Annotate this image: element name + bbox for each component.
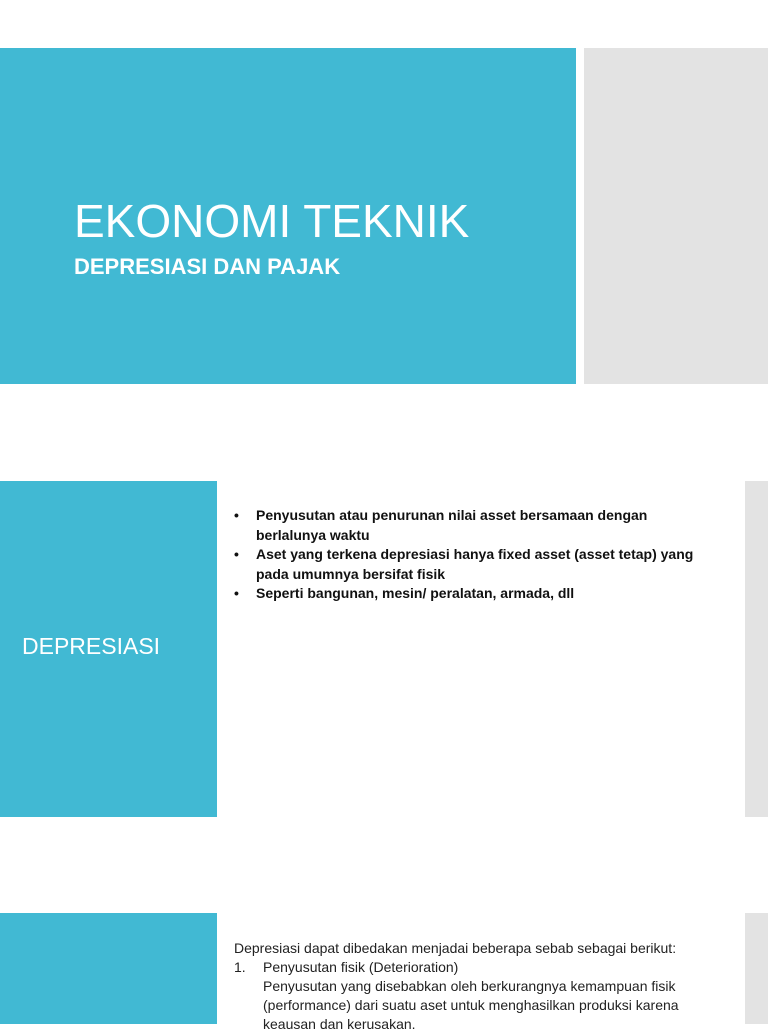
list-item	[234, 506, 720, 545]
slide-title: EKONOMI TEKNIK	[74, 195, 470, 247]
list-item	[234, 545, 720, 584]
item-number: 1.	[234, 959, 246, 975]
item-body: Penyusutan yang disebabkan oleh berkurangnya kemampuan fisik (performance) dari suatu aset untuk menghasilkan produksi karena keausan dan kerusakan.	[263, 978, 679, 1032]
slide2-side-panel	[745, 481, 768, 817]
title-slide-side-panel	[584, 48, 768, 384]
bullet-icon: •	[234, 546, 239, 562]
intro-text: Depresiasi dapat dibedakan menjadai beberapa sebab sebagai berikut:	[234, 940, 677, 956]
bullet-list	[234, 506, 720, 604]
list-item-text: Aset yang terkena depresiasi hanya fixed asset (asset tetap) yang pada umumnya bersifat fisik	[256, 546, 694, 582]
slide3-content	[234, 939, 724, 1034]
slide3-side-panel	[745, 913, 768, 1024]
section-panel-slide3	[0, 913, 217, 1024]
numbered-item	[234, 958, 724, 1034]
bullet-icon: •	[234, 585, 239, 601]
list-item-text: Penyusutan atau penurunan nilai asset bersamaan dengan berlalunya waktu	[256, 507, 648, 543]
list-item-text: Seperti bangunan, mesin/ peralatan, armada, dll	[256, 585, 575, 601]
section-heading: DEPRESIASI	[22, 633, 161, 659]
list-item	[234, 584, 720, 604]
bullet-icon: •	[234, 507, 239, 523]
item-title: Penyusutan fisik (Deterioration)	[263, 959, 459, 975]
slide-subtitle: DEPRESIASI DAN PAJAK	[74, 254, 341, 279]
